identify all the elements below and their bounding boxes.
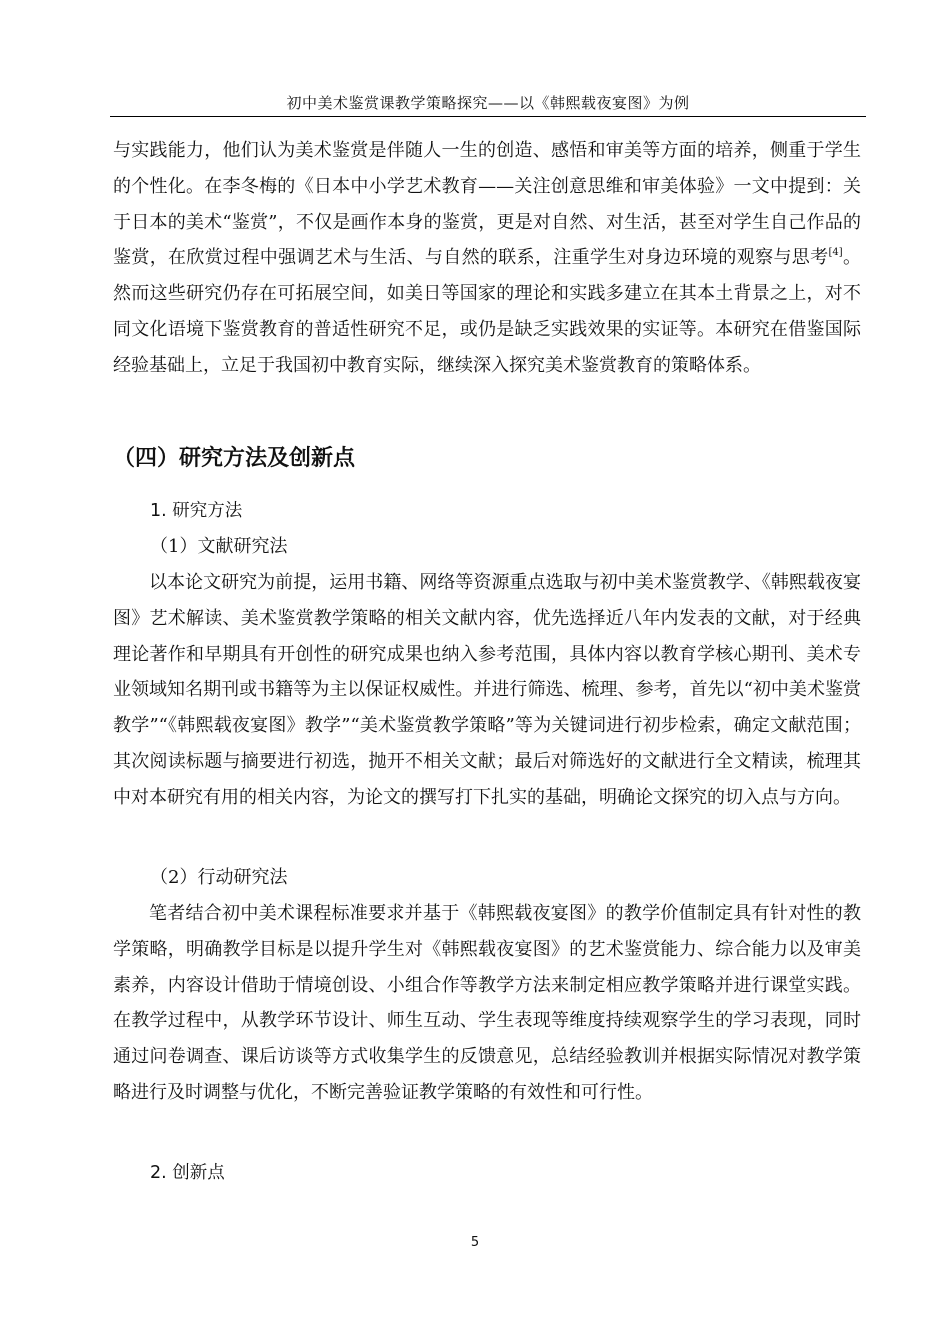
action-text: 笔者结合初中美术课程标准要求并基于《韩熙载夜宴图》的教学价值制定具有针对性的教学策略，明确教学目标是以提升学生对《韩熙载夜宴图》的艺术鉴赏能力、综合能力以及审美素养，内容设计借助于情境创设、小组合作等教学方法来制定相应教学策略并进行课堂实践。在教学过程中，从教学环节设计、师生互动、学生表现等维度持续观察学生的学习表现，同时通过问卷调查、课后访谈等方式收集学生的反馈意见，总结经验教训并根据实际情况对教学策略进行及时调整与优化，不断完善验证教学策略的有效性和可行性。 (113, 903, 861, 1103)
literature-text: 以本论文研究为前提，运用书籍、网络等资源重点选取与初中美术鉴赏教学、《韩熙载夜宴图》艺术解读、美术鉴赏教学策略的相关文献内容，优先选择近八年内发表的文献，对于经典理论著作和早期具有开创性的研究成果也纳入参考范围，具体内容以教育学核心期刊、美术专业领域知名期刊或书籍等为主以保证权威性。并进行筛选、梳理、参考，首先以“初中美术鉴赏教学”“《韩熙载夜宴图》教学”“美术鉴赏教学策略”等为关键词进行初步检索，确定文献范围；其次阅读标题与摘要进行初选，抛开不相关文献；最后对筛选好的文献进行全文精读，梳理其中对本研究有用的相关内容，为论文的撰写打下扎实的基础，明确论文探究的切入点与方向。 (113, 572, 861, 808)
running-header: 初中美术鉴赏课教学策略探究——以《韩熙载夜宴图》为例 (286, 94, 690, 112)
method-heading-action: （2）行动研究法 (150, 867, 288, 888)
section-heading: （四）研究方法及创新点 (113, 446, 356, 471)
subsection-heading-methods: 1. 研究方法 (150, 501, 243, 521)
page-number: 5 (470, 1235, 480, 1250)
intro-text-part2: 。然而这些研究仍存在可拓展空间，如美日等国家的理论和实践多建立在其本土背景之上，对不同文化语境下鉴赏教育的普适性研究不足，或仍是缺乏实践效果的实证等。本研究在借鉴国际经验基础上，立足于我国初中教育实际，继续深入探究美术鉴赏教育的策略体系。 (113, 247, 862, 376)
action-paragraph (113, 896, 861, 1111)
citation-ref: [4] (828, 247, 843, 259)
method-heading-literature: （1）文献研究法 (150, 536, 288, 557)
subsection-heading-innovation: 2. 创新点 (150, 1163, 225, 1183)
intro-paragraph (113, 133, 861, 384)
intro-text-part1: 与实践能力，他们认为美术鉴赏是伴随人一生的创造、感悟和审美等方面的培养，侧重于学生的个性化。在李冬梅的《日本中小学艺术教育——关注创意思维和审美体验》一文中提到：关于日本的美术“鉴赏”，不仅是画作本身的鉴赏，更是对自然、对生活，甚至对学生自己作品的鉴赏，在欣赏过程中强调艺术与生活、与自然的联系，注重学生对身边环境的观察与思考 (113, 140, 861, 269)
literature-paragraph (113, 565, 861, 816)
header-rule (110, 116, 866, 117)
